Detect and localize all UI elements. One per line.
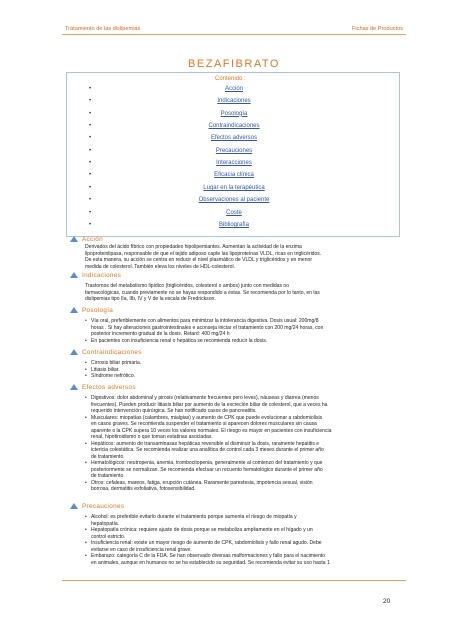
- section-triangle-icon: [70, 236, 78, 242]
- header-left: Tratamiento de las dislipemias: [65, 26, 141, 32]
- efectos-list: [85, 395, 403, 493]
- section-triangle-icon: [70, 384, 78, 390]
- bullet-icon: •: [89, 160, 92, 167]
- precauciones-list: [85, 514, 403, 566]
- list-item: • Insuficiencia renal: existe un mayor riesgo de aumento de CPK, rabdomiolisis y fallo renal agudo. Debe evitarse en caso de insuficiencia renal grave.: [85, 540, 403, 553]
- page-title: BEZAFIBRATO: [188, 58, 280, 70]
- toc-link[interactable]: Lugar en la terapéutica: [203, 184, 265, 191]
- toc-link[interactable]: Observaciones al paciente: [198, 197, 270, 204]
- bullet-icon: •: [89, 197, 92, 204]
- list-item: • Musculares: miopatías (calambres, mialgias) y aumento de CPK que puede evolucionar a rabdomiolisis en casos graves. Se recomienda suspender el tratamiento si aparecen dolores musculares sin causa aparente o la CPK supera 10 veces los valores normales. El riesgo es mayor en pacientes con insuficiencia renal, hipotiroidismo o que toman estatinas asociadas.: [85, 415, 403, 441]
- accion-text: Derivados del ácido fíbrico con propiedades hipolipemiantes. Aumentan la actividad de la enzima lipoproteinlipasa, responsable de que el tejido adiposo capte las lipoproteínas VLDL, ricas en triglicéridos. De esta manera, su acción se centra en reducir el nivel plasmático de VLDL y triglicéridos y en menor medida de colesterol. También eleva los niveles de HDL-colesterol.: [85, 244, 322, 270]
- toc-link[interactable]: Contraindicaciones: [208, 123, 260, 130]
- bullet-icon: •: [89, 221, 92, 228]
- toc-item: [67, 135, 401, 147]
- toc-item: [67, 197, 401, 209]
- toc-item: [67, 172, 401, 184]
- section-heading-posologia: Posología: [70, 307, 113, 314]
- footer-rule: [62, 580, 406, 581]
- list-item: • Vía oral, preferiblemente con alimentos para minimizar la intolerancia digestiva. Dosis usual: 200mg/8 horas . Si hay alteraciones gastrointestinales e aconseja iniciar el tratamiento con 200 mg/24 horas, con posterior incremento gradual de la dosis. Retard: 400 mg/24 h: [85, 318, 403, 338]
- toc-item: [67, 185, 401, 197]
- list-item: • Litiasis biliar.: [85, 367, 403, 374]
- bullet-icon: •: [89, 86, 92, 92]
- toc-link[interactable]: Precauciones: [215, 147, 253, 154]
- toc-link[interactable]: Eficacia clínica: [214, 172, 254, 179]
- toc-link[interactable]: Posología: [220, 110, 248, 117]
- toc-link[interactable]: Bibliografía: [218, 221, 250, 228]
- bullet-icon: •: [89, 147, 92, 154]
- list-item: • Síndrome nefrótico.: [85, 373, 403, 380]
- header-rule: [62, 34, 406, 35]
- list-item: • Hematológicos: neutropenia, anemia, trombocitopenia, generalmente al comienzo del tratamiento y que posteriormente se normalizan. Se recomienda efectuar un recuento hematológico durante el primer año de tratamiento.: [85, 460, 403, 480]
- section-triangle-icon: [70, 503, 78, 509]
- header-right: Fichas de Productos: [352, 26, 403, 32]
- toc-item: [67, 210, 401, 222]
- indicaciones-text: Trastornos del metabolismo lipídico (triglicéridos, colesterol o ambos) junto con medidas no farmacológicas, cuando previamente no se hayas respondido a éstas. Se recomienda por lo tanto, en las dislipemias tipo IIa, IIb, IV y V de la escala de Fredrickson.: [85, 283, 320, 302]
- list-item: • Hepatopatía crónica: requiere ajuste de dosis porque se metaboliza ampliamente en el hígado y un control estricto.: [85, 527, 403, 540]
- toc-item: [67, 111, 401, 123]
- list-item: • Alcohol: es preferible evitarlo durante el tratamiento porque aumenta el riesgo de miopatía y hepatopatía.: [85, 514, 403, 527]
- posologia-list: [85, 318, 403, 344]
- section-heading-efectos-adversos: Efectos adversos: [70, 384, 136, 391]
- list-item: • Otros: cefaleas, mareos, fatiga, erupción cutánea. Raramente parestesia, impotencia sexual, visión borrosa, dermatitis exfoliativa, fotosensibilidad.: [85, 480, 403, 493]
- section-triangle-icon: [70, 349, 78, 355]
- page-header: [62, 24, 406, 34]
- toc-heading: Contenido :: [215, 76, 246, 82]
- bullet-icon: •: [89, 184, 92, 191]
- bullet-icon: •: [89, 135, 92, 142]
- bullet-icon: •: [89, 209, 92, 216]
- section-triangle-icon: [70, 272, 78, 278]
- toc-link[interactable]: Acción: [224, 86, 243, 92]
- section-heading-contraindicaciones: Contraindicaciones: [70, 349, 142, 356]
- toc-link[interactable]: Interacciones: [216, 160, 252, 167]
- bullet-icon: •: [89, 110, 92, 117]
- bullet-icon: •: [89, 172, 92, 179]
- toc-link[interactable]: Coste: [226, 209, 242, 216]
- list-item: • Cirrosis biliar primaria.: [85, 360, 403, 367]
- toc-item: [67, 123, 401, 135]
- section-triangle-icon: [70, 307, 78, 313]
- toc-item: [67, 86, 401, 98]
- toc-item: [67, 222, 401, 234]
- list-item: • Hepáticos: aumento de transaminasas hepáticas reversible al disminuir la dosis, raramente hepatitis e ictericia colestática. Se recomienda realizar una analítica de control cada 3 meses durante el primer año de tratamiento.: [85, 441, 403, 461]
- page-number: 20: [383, 598, 391, 605]
- section-heading-accion: Acción: [70, 236, 103, 243]
- list-item: • Embarazo: categoría C de la FDA. Se han observado diversas malformaciones y fallo para el nacimiento en animales, aunque en humanos no se ha establecido su seguridad. Se recomienda evitar su uso hasta 1: [85, 553, 403, 566]
- toc-item: [67, 148, 401, 160]
- section-heading-indicaciones: Indicaciones: [70, 272, 121, 279]
- bullet-icon: •: [89, 123, 92, 130]
- list-item: • Digestivos: dolor abdominal y pirosis (relativamente frecuentes pero leves), náuseas y diarrea (menos frecuentes). Pueden producir litiasis biliar por aumento de la excreción biliar de colesterol, que a veces ha requerido intervención quirúrgica. Se han notificado casos de pancreatitis.: [85, 395, 403, 415]
- toc-link[interactable]: Indicaciones: [217, 98, 251, 105]
- toc-item: [67, 98, 401, 110]
- toc-item: [67, 160, 401, 172]
- list-item: • En pacientes con insuficiencia renal o hepática se recomienda reducir la dosis.: [85, 338, 403, 345]
- toc-box: [66, 72, 400, 237]
- toc-link[interactable]: Efectos adversos: [210, 135, 258, 142]
- bullet-icon: •: [89, 98, 92, 105]
- section-heading-precauciones: Precauciones: [70, 503, 124, 510]
- contraindicaciones-list: [85, 360, 403, 380]
